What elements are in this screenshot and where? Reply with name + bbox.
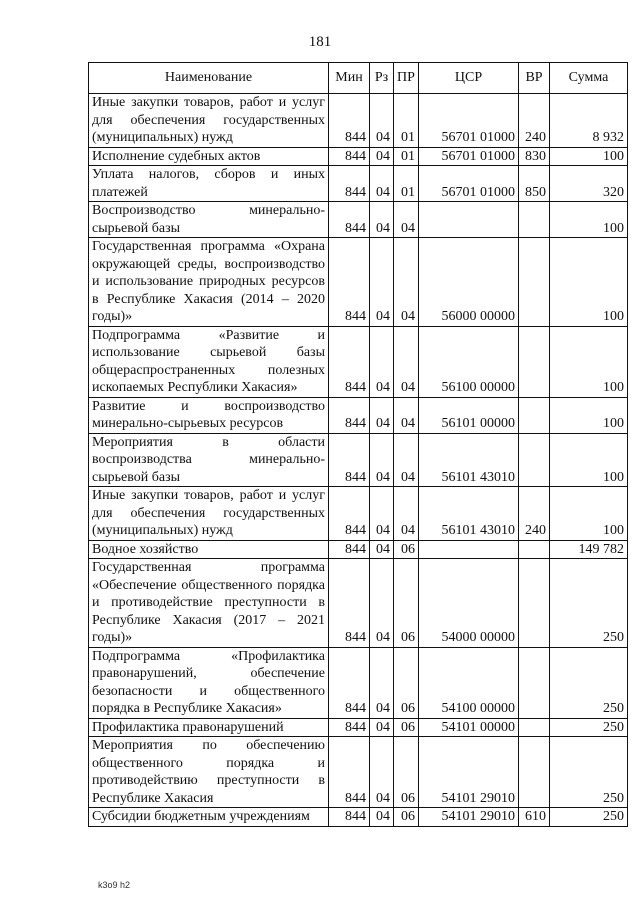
cell-rz: 04 xyxy=(370,433,394,487)
cell-pr: 01 xyxy=(394,94,419,148)
cell-pr: 06 xyxy=(394,559,419,648)
cell-rz: 04 xyxy=(370,397,394,433)
cell-pr: 04 xyxy=(394,397,419,433)
table-row xyxy=(89,487,628,541)
cell-csr: 54101 29010 xyxy=(419,808,519,827)
table-row xyxy=(89,737,628,808)
cell-name: Воспроизводство минерально-сырьевой базы xyxy=(89,202,329,238)
cell-vr: 610 xyxy=(519,808,550,827)
cell-vr xyxy=(519,737,550,808)
cell-name: Водное хозяйство xyxy=(89,540,329,559)
cell-pr: 06 xyxy=(394,647,419,718)
cell-name: Исполнение судебных актов xyxy=(89,147,329,166)
cell-pr: 01 xyxy=(394,147,419,166)
cell-csr: 54100 00000 xyxy=(419,647,519,718)
header-vr: ВР xyxy=(519,63,550,94)
cell-rz: 04 xyxy=(370,559,394,648)
cell-pr: 06 xyxy=(394,540,419,559)
cell-csr: 56701 01000 xyxy=(419,147,519,166)
cell-vr xyxy=(519,718,550,737)
cell-sum: 149 782 xyxy=(550,540,628,559)
cell-sum: 100 xyxy=(550,147,628,166)
table-row xyxy=(89,147,628,166)
cell-pr: 04 xyxy=(394,433,419,487)
cell-vr xyxy=(519,433,550,487)
cell-rz: 04 xyxy=(370,326,394,397)
cell-csr: 56701 01000 xyxy=(419,166,519,202)
footer-code: k3о9 h2 xyxy=(98,880,131,890)
cell-sum: 8 932 xyxy=(550,94,628,148)
cell-name: Субсидии бюджетным учреждениям xyxy=(89,808,329,827)
cell-vr xyxy=(519,559,550,648)
cell-min: 844 xyxy=(329,94,370,148)
table-row xyxy=(89,202,628,238)
cell-rz: 04 xyxy=(370,808,394,827)
cell-csr: 56000 00000 xyxy=(419,238,519,327)
cell-csr: 56101 43010 xyxy=(419,487,519,541)
cell-sum: 320 xyxy=(550,166,628,202)
cell-rz: 04 xyxy=(370,94,394,148)
cell-pr: 06 xyxy=(394,808,419,827)
header-min: Мин xyxy=(329,63,370,94)
header-rz: Рз xyxy=(370,63,394,94)
cell-sum: 100 xyxy=(550,238,628,327)
cell-min: 844 xyxy=(329,647,370,718)
cell-vr xyxy=(519,540,550,559)
cell-rz: 04 xyxy=(370,647,394,718)
cell-csr: 54101 00000 xyxy=(419,718,519,737)
table-row xyxy=(89,647,628,718)
cell-sum: 100 xyxy=(550,202,628,238)
cell-rz: 04 xyxy=(370,487,394,541)
cell-sum: 250 xyxy=(550,808,628,827)
table-row xyxy=(89,559,628,648)
cell-min: 844 xyxy=(329,737,370,808)
table-row xyxy=(89,540,628,559)
budget-table xyxy=(88,62,628,827)
cell-name: Развитие и воспроизводство минерально-сырьевых ресурсов xyxy=(89,397,329,433)
cell-pr: 06 xyxy=(394,737,419,808)
cell-vr xyxy=(519,397,550,433)
cell-rz: 04 xyxy=(370,540,394,559)
cell-vr: 850 xyxy=(519,166,550,202)
cell-min: 844 xyxy=(329,166,370,202)
cell-name: Мероприятия в области воспроизводства минерально-сырьевой базы xyxy=(89,433,329,487)
cell-vr: 240 xyxy=(519,487,550,541)
cell-min: 844 xyxy=(329,808,370,827)
cell-min: 844 xyxy=(329,433,370,487)
cell-min: 844 xyxy=(329,540,370,559)
cell-csr xyxy=(419,540,519,559)
cell-pr: 04 xyxy=(394,326,419,397)
cell-rz: 04 xyxy=(370,718,394,737)
header-pr: ПР xyxy=(394,63,419,94)
cell-pr: 04 xyxy=(394,202,419,238)
header-sum: Сумма xyxy=(550,63,628,94)
cell-sum: 100 xyxy=(550,433,628,487)
cell-vr xyxy=(519,647,550,718)
cell-rz: 04 xyxy=(370,166,394,202)
header-csr: ЦСР xyxy=(419,63,519,94)
header-name: Наименование xyxy=(89,63,329,94)
cell-rz: 04 xyxy=(370,737,394,808)
cell-csr: 56701 01000 xyxy=(419,94,519,148)
cell-pr: 01 xyxy=(394,166,419,202)
cell-vr xyxy=(519,326,550,397)
cell-rz: 04 xyxy=(370,238,394,327)
cell-name: Подпрограмма «Развитие и использование сырьевой базы общераспространенных полезных ископаемых Республики Хакасия» xyxy=(89,326,329,397)
cell-csr xyxy=(419,202,519,238)
table-row xyxy=(89,326,628,397)
cell-name: Уплата налогов, сборов и иных платежей xyxy=(89,166,329,202)
cell-csr: 56100 00000 xyxy=(419,326,519,397)
table-header-row xyxy=(89,63,628,94)
table-row xyxy=(89,808,628,827)
cell-csr: 54101 29010 xyxy=(419,737,519,808)
cell-name: Иные закупки товаров, работ и услуг для обеспечения государственных (муниципальных) нужд xyxy=(89,487,329,541)
cell-sum: 250 xyxy=(550,737,628,808)
cell-rz: 04 xyxy=(370,147,394,166)
cell-rz: 04 xyxy=(370,202,394,238)
cell-min: 844 xyxy=(329,718,370,737)
table-row xyxy=(89,94,628,148)
cell-csr: 56101 00000 xyxy=(419,397,519,433)
cell-name: Государственная программа «Охрана окружающей среды, воспроизводство и использование природных ресурсов в Республике Хакасия (2014 – 2020 годы)» xyxy=(89,238,329,327)
cell-min: 844 xyxy=(329,326,370,397)
cell-vr: 240 xyxy=(519,94,550,148)
cell-sum: 250 xyxy=(550,647,628,718)
table-row xyxy=(89,238,628,327)
cell-name: Государственная программа «Обеспечение общественного порядка и противодействие преступности в Республике Хакасия (2017 – 2021 годы)» xyxy=(89,559,329,648)
cell-min: 844 xyxy=(329,147,370,166)
cell-sum: 100 xyxy=(550,326,628,397)
cell-pr: 06 xyxy=(394,718,419,737)
cell-min: 844 xyxy=(329,397,370,433)
cell-sum: 100 xyxy=(550,397,628,433)
table-row xyxy=(89,718,628,737)
cell-min: 844 xyxy=(329,238,370,327)
cell-vr: 830 xyxy=(519,147,550,166)
table-row xyxy=(89,397,628,433)
cell-csr: 56101 43010 xyxy=(419,433,519,487)
table-row xyxy=(89,433,628,487)
cell-min: 844 xyxy=(329,487,370,541)
cell-vr xyxy=(519,202,550,238)
cell-pr: 04 xyxy=(394,238,419,327)
cell-min: 844 xyxy=(329,559,370,648)
cell-name: Профилактика правонарушений xyxy=(89,718,329,737)
cell-pr: 04 xyxy=(394,487,419,541)
cell-name: Мероприятия по обеспечению общественного порядка и противодействию преступности в Республике Хакасия xyxy=(89,737,329,808)
cell-sum: 100 xyxy=(550,487,628,541)
cell-sum: 250 xyxy=(550,718,628,737)
cell-min: 844 xyxy=(329,202,370,238)
table-body xyxy=(89,94,628,827)
table-row xyxy=(89,166,628,202)
page-number: 181 xyxy=(308,34,332,50)
cell-vr xyxy=(519,238,550,327)
cell-sum: 250 xyxy=(550,559,628,648)
cell-name: Подпрограмма «Профилактика правонарушений, обеспечение безопасности и общественного порядка в Республике Хакасия» xyxy=(89,647,329,718)
cell-csr: 54000 00000 xyxy=(419,559,519,648)
cell-name: Иные закупки товаров, работ и услуг для обеспечения государственных (муниципальных) нужд xyxy=(89,94,329,148)
